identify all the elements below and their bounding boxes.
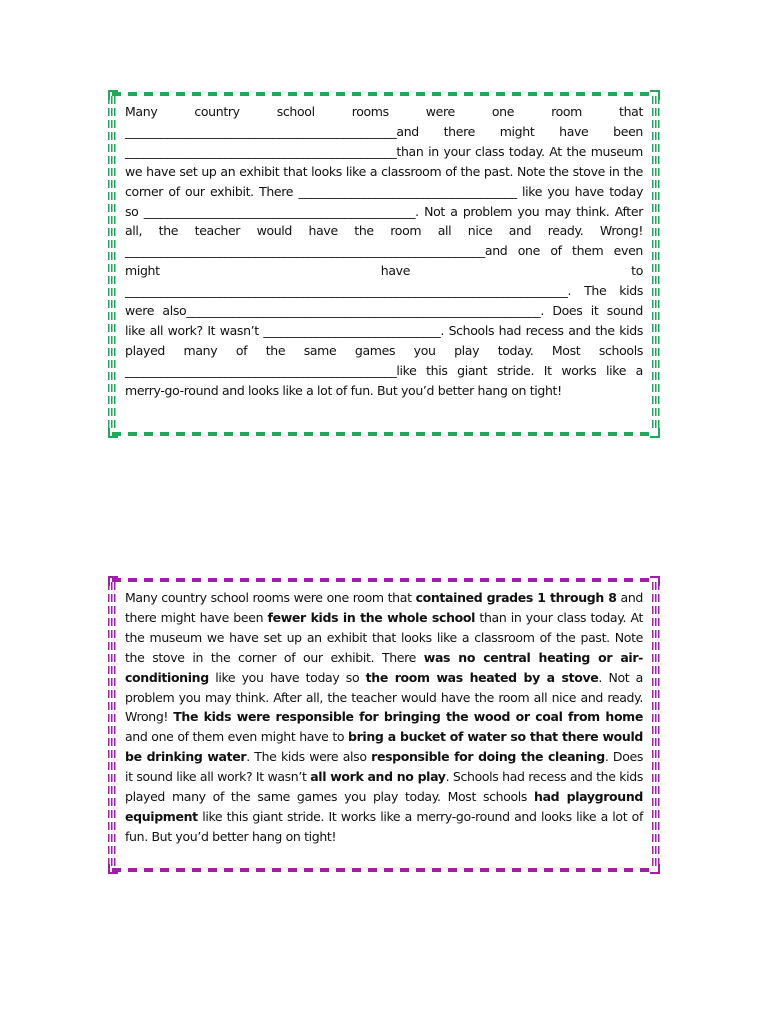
text-segment: . Does it sound like all work? It wasn’t	[125, 749, 643, 785]
border-corner	[650, 576, 660, 586]
text-segment: . Does it sound like all work? It wasn’t	[125, 303, 643, 338]
text-segment: . Schools had recess and the kids played many of the same games you play today. Most schools	[125, 322, 644, 358]
border-corner	[650, 864, 660, 874]
dashed-border-left	[108, 582, 116, 868]
blank-line: ___________________________________________________________________________	[125, 283, 568, 299]
text-segment: and there might have been	[396, 123, 643, 139]
text-segment: . Schools had recess and the kids played many of the same games you play today. Most schools	[125, 769, 643, 805]
worksheet-text	[125, 102, 643, 401]
text-segment: than in your class today. At the museum we have set up an exhibit that looks like a classroom of the past. Note the stove in the corner of our exhibit. There	[125, 143, 643, 199]
text-segment: . Not a problem you may think. After all, the teacher would have the room all nice and ready. Wrong!	[125, 203, 643, 239]
border-corner	[650, 90, 660, 100]
text-segment: and one of them even might have to	[125, 729, 349, 745]
text-segment: like this giant stride. It works like a merry-go-round and looks like a lot of fun. But you’d better hang on tight!	[125, 808, 643, 844]
dashed-border-bottom	[112, 868, 656, 872]
answer-phrase: was no central heating or air-conditioning	[125, 649, 644, 685]
answer-phrase: The kids were responsible for bringing the wood or coal from home	[173, 709, 643, 725]
blank-line: _____________________________________________________________	[125, 243, 485, 259]
dashed-border-top	[112, 578, 656, 582]
answer-phrase: bring a bucket of water so that there would be drinking water	[125, 729, 643, 765]
blank-line: ______________________________________________	[125, 362, 397, 378]
border-corner	[108, 90, 118, 100]
answer-phrase: had playground equipment	[125, 789, 643, 824]
answer-key-card	[108, 576, 660, 874]
text-segment: than in your class today. At the museum we have set up an exhibit that looks like a classroom of the past. Note the stove in the corner of our exhibit. There	[125, 609, 644, 665]
text-segment: like you have today so	[125, 183, 643, 219]
text-segment: . The kids were also	[125, 283, 643, 319]
blank-line: ______________________________________________	[125, 143, 397, 159]
blank-line: ____________________________________________________________	[186, 303, 541, 319]
text-segment: . Not a problem you may think. After all, the teacher would have the room all nice and ready. Wrong!	[125, 669, 643, 725]
dashed-border-top	[112, 92, 656, 96]
dashed-border-right	[652, 582, 660, 868]
text-segment: and there might have been	[125, 590, 643, 625]
border-corner	[108, 576, 118, 586]
blank-line: ______________________________	[263, 322, 441, 338]
border-corner	[650, 428, 660, 438]
answer-phrase: responsible for doing the cleaning	[371, 749, 605, 765]
dashed-border-bottom	[112, 432, 656, 436]
text-segment: like you have today so	[208, 669, 366, 685]
text-segment: like this giant stride. It works like a merry-go-round and looks like a lot of fun. But you’d better hang on tight!	[125, 362, 643, 398]
worksheet-card	[108, 90, 660, 438]
blank-line: ______________________________________________	[143, 203, 416, 219]
answer-phrase: the room was heated by a stove	[365, 669, 599, 685]
text-segment: . The kids were also	[246, 749, 372, 765]
text-segment: Many country school rooms were one room that	[125, 104, 643, 119]
border-corner	[108, 864, 118, 874]
blank-line: ______________________________________________	[125, 123, 397, 139]
answer-phrase: contained grades 1 through 8	[415, 590, 617, 605]
text-segment: Many country school rooms were one room that	[125, 590, 416, 605]
dashed-border-right	[652, 96, 660, 432]
border-corner	[108, 428, 118, 438]
dashed-border-left	[108, 96, 116, 432]
answer-key-text	[125, 588, 643, 847]
text-segment: and one of them even might have to	[125, 243, 643, 279]
blank-line: _____________________________________	[298, 183, 517, 199]
answer-phrase: fewer kids in the whole school	[267, 609, 476, 625]
answer-phrase: all work and no play	[310, 769, 446, 785]
